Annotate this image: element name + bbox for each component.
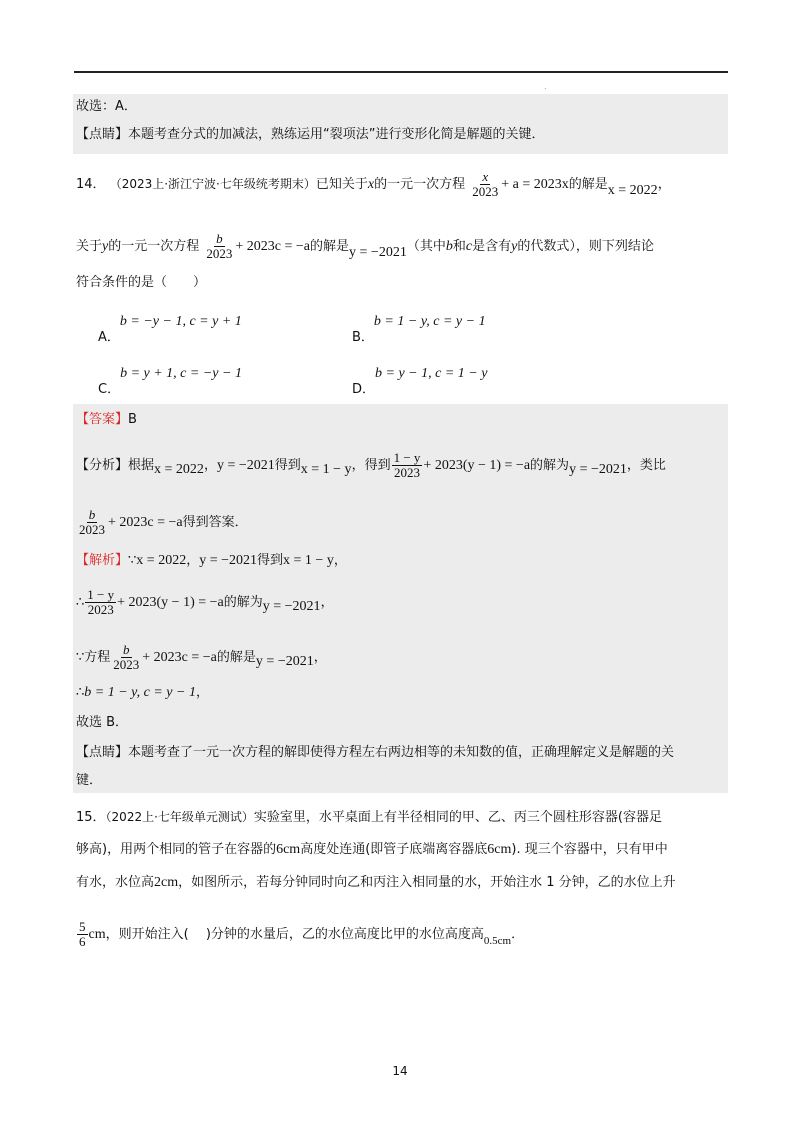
q15-line1: 15．（2022上·七年级单元测试）实验室里，水平桌面上有半径相同的甲、乙、丙三个圆柱形容器(容器足 — [76, 810, 662, 825]
q14-analysis-line1: 【分析】根据x = 2022，y = −2021得到x = 1 − y，得到 $\frac{1 - y}{2023}$ + 2023(y − 1) = −a的解为y = −2021，类比 — [76, 450, 666, 480]
q15-line3: 有水，水位高2cm，如图所示，若每分钟同时向乙和丙注入相同量的水，开始注水 1 分钟，乙的水位上升 — [76, 875, 676, 890]
prev-conclusion: 故选：A． — [76, 99, 137, 114]
q14-stem-line3: 符合条件的是（ ） — [76, 275, 207, 290]
q15-line2: 够高)，用两个相同的管子在容器的6cm高度处连通(即管子底端离容器底6cm). 现三个容器中，只有甲中 — [76, 842, 668, 857]
q14-solution-line2: ∴ $\frac{1 - y}{2023}$ + 2023(y − 1) = −a的解为y = −2021， — [76, 587, 334, 617]
header-rule — [74, 71, 728, 73]
q14-point-line2: 键． — [76, 773, 103, 788]
q15-source: （2022上·七年级单元测试） — [105, 810, 254, 824]
q14-stem-line1: 14． （2023上·浙江宁波·七年级统考期末）已知关于x的一元一次方程 $\frac{x}{2023}$ + a = 2023x的解是x = 2022， — [76, 169, 671, 199]
option-a[interactable]: A．b = −y − 1, c = y + 1 — [98, 314, 242, 345]
point-text: 本题考查分式的加减法，熟练运用“裂项法”进行变形化简是解题的关键． — [128, 127, 545, 142]
q15-line4: $\frac{5}{6}$ cm，则开始注入( )分钟的水量后，乙的水位高度比甲的水位高度高$_{0.5cm}$． — [79, 919, 525, 949]
q14-analysis-line2: $\frac{b}{2023}$ + 2023c = −a得到答案． — [79, 507, 248, 537]
answer-tag: 【答案】 — [76, 412, 129, 427]
answer-value: B — [128, 412, 137, 427]
q14-solution-line3: ∵方程 $\frac{b}{2023}$ + 2023c = −a的解是y = −2021， — [76, 642, 327, 672]
q14-answer — [76, 410, 137, 430]
option-d[interactable]: D．b = y − 1, c = 1 − y — [352, 366, 488, 397]
q14-point-line1: 【点睛】本题考查了一元一次方程的解即使得方程左右两边相等的未知数的值，正确理解定义是解题的关 — [76, 745, 675, 760]
point-tag: 【点睛】 — [76, 127, 129, 142]
q14-conclusion: 故选 B． — [76, 715, 129, 730]
q14-stem-line2: 关于y的一元一次方程 $\frac{b}{2023}$ + 2023c = −a的解是y = −2021（其中b和c是含有y的代数式），则下列结论 — [76, 231, 654, 261]
q14-source: （2023上·浙江宁波·七年级统考期末） — [109, 177, 316, 191]
q15-number: 15． — [76, 810, 106, 825]
q14-solution-line4: ∴b = 1 − y, c = y − 1， — [76, 685, 209, 700]
q14-number: 14． — [76, 177, 106, 192]
header-dot: . — [544, 82, 547, 91]
q14-eq2-fraction: $\frac{b}{2023}$ — [206, 231, 233, 261]
q14-eq1-fraction: $\frac{x}{2023}$ — [472, 169, 499, 199]
page-number: 14 — [392, 1064, 408, 1078]
prev-point — [76, 125, 545, 145]
option-c[interactable]: C．b = y + 1, c = −y − 1 — [98, 366, 242, 397]
option-b[interactable]: B．b = 1 − y, c = y − 1 — [352, 314, 486, 345]
q14-solution-line1: 【解析】∵x = 2022，y = −2021得到x = 1 − y， — [76, 553, 347, 568]
prev-solution-box — [73, 94, 728, 154]
